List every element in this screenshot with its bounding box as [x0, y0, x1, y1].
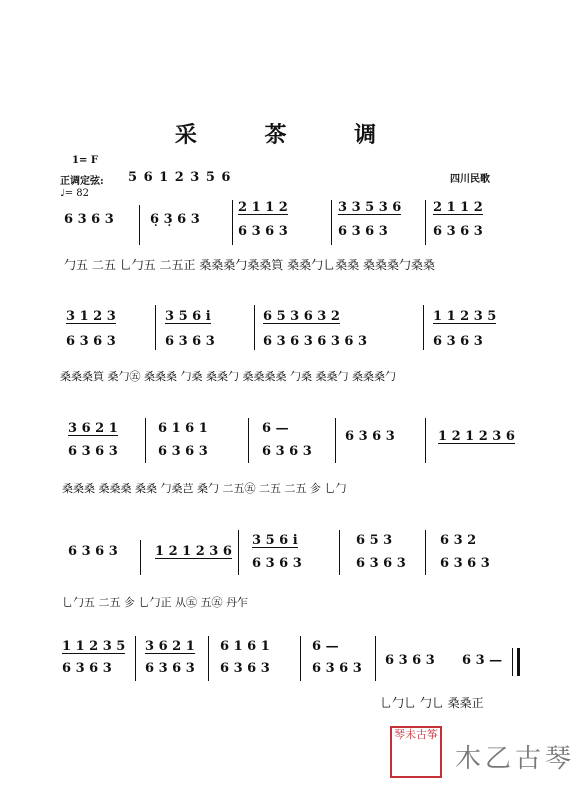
bass-measure: 6 3 6 3 — [433, 334, 483, 349]
note-measure: 1 2 1 2 3 6 — [438, 429, 515, 444]
tablature-line: 桑桑桑 桑桑桑 桑桑 勹桑芑 桑勹 二五㊄ 二五 二五 㐱 乚勹 — [62, 482, 347, 495]
tuning-label: 正调定弦: — [60, 176, 104, 187]
tempo-marking: ♩= 82 — [60, 188, 89, 199]
tablature-line: 桑桑桑筫 桑勹㊄ 桑桑桑 勹桑 桑桑勹 桑桑桑桑 勹桑 桑桑勹 桑桑桑勹 — [60, 370, 396, 383]
bass-measure: 6 3 6 3 — [433, 224, 483, 239]
note-measure: 6 — — [262, 421, 289, 436]
bass-measure: 6 3 6 3 — [440, 556, 490, 571]
note-measure: 2 1 1 2 — [238, 200, 288, 215]
bass-measure: 6 3 6 3 — [220, 661, 270, 676]
note-measure: 6 1 6 1 — [220, 639, 270, 654]
bass-measure: 6 3 6 3 — [252, 556, 302, 571]
note-measure: 6 1 6 1 — [158, 421, 208, 436]
note-measure: 6 3 6 3 — [64, 212, 114, 227]
note-measure: 3 1 2 3 — [66, 309, 116, 324]
note-measure: 6 3 6 3 — [68, 544, 118, 559]
page-title: 采 茶 调 — [174, 122, 407, 148]
bass-measure: 6 3 6 3 — [312, 661, 362, 676]
note-measure: 3 5 6 i — [165, 309, 211, 324]
note-measure: 1 1 2 3 5 — [62, 639, 126, 654]
note-measure: 3 6 2 1 — [68, 421, 118, 436]
bass-measure: 6 3 6 3 — [338, 224, 388, 239]
song-origin: 四川民歌 — [450, 174, 490, 185]
bass-measure: 6 3 6 3 — [66, 334, 116, 349]
note-measure: 6 3 6 3 — [345, 429, 395, 444]
note-measure: 1 1 2 3 5 — [433, 309, 497, 324]
bass-measure: 6 3 6 3 — [262, 444, 312, 459]
bass-measure: 6 3 6 3 — [238, 224, 288, 239]
bass-measure: 6 3 6 3 — [165, 334, 215, 349]
note-measure: 6 3 6 3 — [385, 653, 435, 668]
note-measure: 6 3 2 — [440, 533, 477, 548]
note-measure: 3 6 2 1 — [145, 639, 195, 654]
note-measure: 3 5 6 i — [252, 533, 298, 548]
bass-measure: 6 3 6 3 — [158, 444, 208, 459]
note-measure: 3 3 5 3 6 — [338, 200, 402, 215]
bass-measure: 6 3 6 3 6 3 6 3 — [263, 334, 368, 349]
brand-watermark: 木乙古琴 — [455, 744, 576, 774]
seal-stamp: 琴未古筝 — [390, 726, 442, 778]
bass-measure: 6 3 6 3 — [145, 661, 195, 676]
note-measure: 1 2 1 2 3 6 — [155, 544, 232, 559]
note-measure: 2 1 1 2 — [433, 200, 483, 215]
key-signature: 1= F — [72, 155, 98, 166]
note-measure: 6̣ 3̣ 6 3 — [150, 212, 200, 227]
tablature-line: 勹五 二五 乚勹五 二五正 桑桑桑勹桑桑筫 桑桑勹乚桑桑 桑桑桑勹桑桑 — [64, 258, 435, 272]
note-measure: 6 — — [312, 639, 339, 654]
note-measure: 6 5 3 — [356, 533, 393, 548]
note-measure: 6 3 — — [462, 653, 503, 668]
tablature-line: 乚勹乚 勹乚 桑桑正 — [380, 696, 484, 710]
bass-measure: 6 3 6 3 — [68, 444, 118, 459]
note-measure: 6 5 3 6 3 2 — [263, 309, 340, 324]
tuning-notes: 5 6 1 2 3 5 6 — [128, 170, 232, 185]
bass-measure: 6 3 6 3 — [356, 556, 406, 571]
bass-measure: 6 3 6 3 — [62, 661, 112, 676]
tablature-line: 乚勹五 二五 㐱 乚勹正 从㊄ 五㊄ 丹乍 — [62, 596, 248, 609]
